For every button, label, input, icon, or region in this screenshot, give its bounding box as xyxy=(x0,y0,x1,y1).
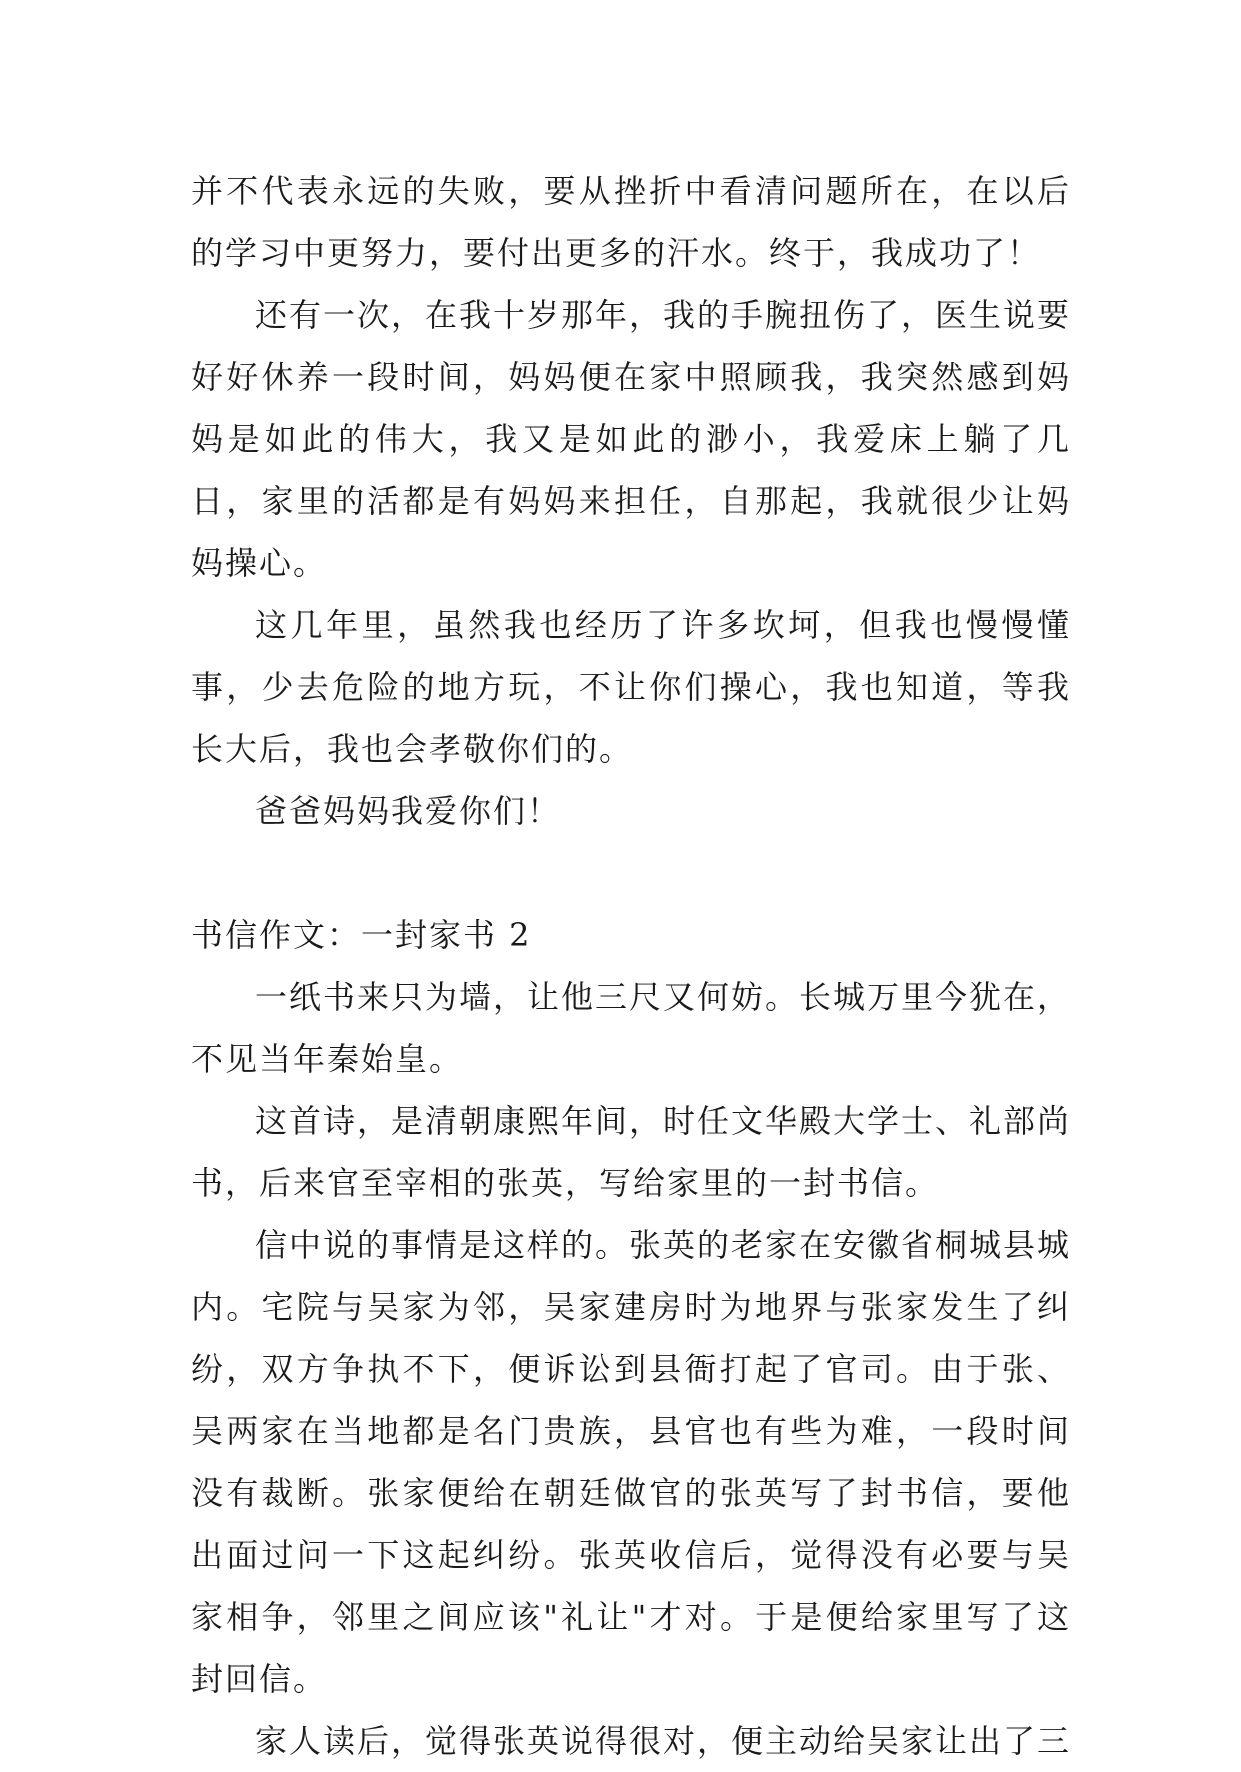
paragraph: 并不代表永远的失败，要从挫折中看清问题所在，在以后的学习中更努力，要付出更多的汗水。终于，我成功了！ xyxy=(191,172,1071,272)
paragraph: 爸爸妈妈我爱你们！ xyxy=(255,792,562,830)
section-title: 书信作文：一封家书 2 xyxy=(191,916,532,954)
paragraph: 一纸书来只为墙，让他三尺又何妨。长城万里今犹在，不见当年秦始皇。 xyxy=(191,978,1072,1078)
paragraph: 这几年里，虽然我也经历了许多坎坷，但我也慢慢懂事，少去危险的地方玩，不让你们操心，我也知道，等我长大后，我也会孝敬你们的。 xyxy=(191,606,1071,768)
paragraph: 信中说的事情是这样的。张英的老家在安徽省桐城县城内。宅院与吴家为邻，吴家建房时为地界与张家发生了纠纷，双方争执不下，便诉讼到县衙打起了官司。由于张、吴两家在当地都是名门贵族，县官也有些为难，一段时间没有裁断。张家便给在朝廷做官的张英写了封书信，要他出面过问一下这起纠纷。张英收信后，觉得没有必要与吴家相争，邻里之间应该"礼让"才对。于是便给家里写了这封回信。 xyxy=(191,1226,1072,1698)
document-body xyxy=(191,160,1071,1772)
paragraph: 还有一次，在我十岁那年，我的手腕扭伤了，医生说要好好休养一段时间，妈妈便在家中照顾我，我突然感到妈妈是如此的伟大，我又是如此的渺小，我爱床上躺了几日，家里的活都是有妈妈来担任，自那起，我就很少让妈妈操心。 xyxy=(191,296,1072,582)
paragraph: 家人读后，觉得张英说得很对，便主动给吴家让出了三 xyxy=(255,1722,1072,1760)
paragraph: 这首诗，是清朝康熙年间，时任文华殿大学士、礼部尚书，后来官至宰相的张英，写给家里的一封书信。 xyxy=(191,1102,1072,1202)
